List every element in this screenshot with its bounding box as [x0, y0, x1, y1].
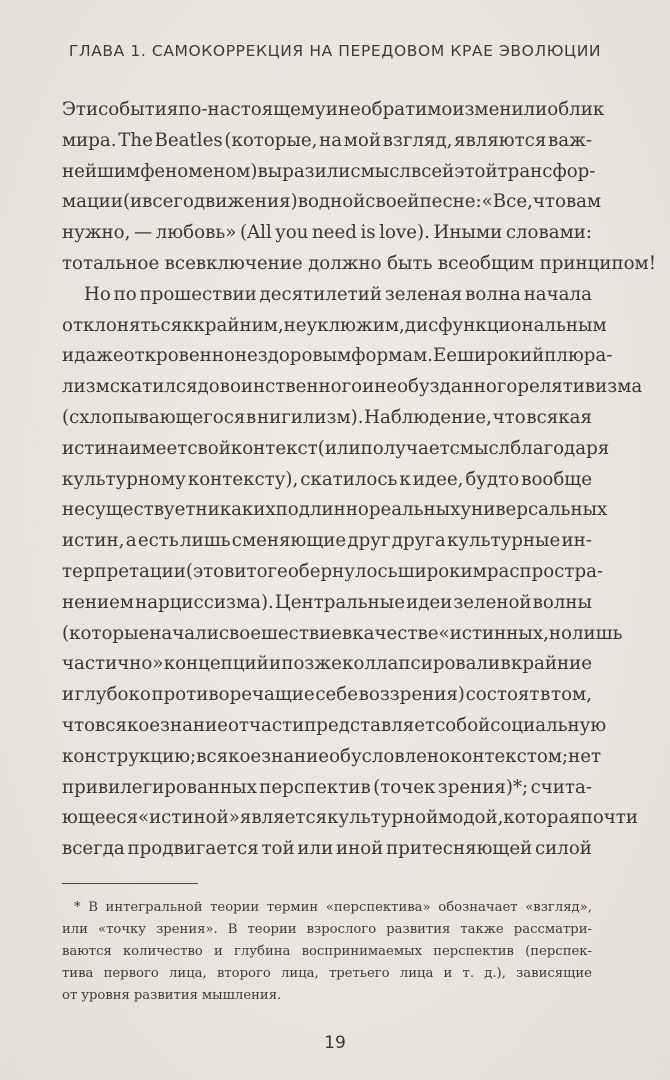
word: и: [62, 684, 75, 706]
word: необузданного: [374, 376, 518, 398]
word: рассматри-: [513, 922, 592, 937]
word: (которые: [62, 622, 150, 644]
text-line: [62, 280, 592, 311]
footnote-line: [62, 941, 592, 963]
text-line: [62, 465, 592, 496]
text-line: [62, 157, 596, 188]
word: культурные: [446, 530, 561, 552]
word: продвигается: [127, 838, 259, 860]
word: скатилось: [300, 468, 398, 490]
text-line: [62, 187, 602, 218]
word: друг: [347, 530, 391, 552]
word: себе: [315, 684, 358, 706]
word: итоге: [234, 560, 288, 582]
word: этой: [454, 160, 498, 182]
word: реальных: [368, 499, 461, 521]
word: знание: [261, 745, 330, 767]
word: нездоровым: [234, 345, 352, 367]
word: также: [460, 922, 504, 937]
word: коллапсировали: [342, 653, 501, 675]
word: никаких: [195, 499, 276, 521]
word: мой: [343, 129, 381, 151]
word: «истиной»: [137, 807, 240, 829]
word: необратимо: [337, 99, 453, 120]
word: термин: [266, 900, 319, 915]
word: иной: [335, 838, 384, 860]
word: частично»: [62, 653, 164, 675]
word: словами:: [505, 222, 592, 244]
word: культурной: [327, 807, 439, 829]
word: всегда: [62, 838, 125, 860]
word: третьего: [328, 966, 390, 981]
word: (схлопывающегося: [62, 406, 246, 428]
word: принципом!: [539, 252, 657, 274]
word: взгляд,: [382, 129, 453, 151]
word: по-настоящему: [178, 99, 326, 120]
word: а: [125, 530, 137, 552]
text-line: [62, 372, 643, 403]
word: идеи: [406, 591, 453, 613]
word: почти: [580, 807, 638, 829]
word: но: [548, 622, 572, 644]
word: в: [224, 560, 235, 582]
word: первого: [103, 966, 159, 981]
word: контекстом;: [450, 745, 569, 767]
word: состоят: [465, 684, 540, 706]
word: «перспектива»: [325, 900, 431, 915]
word: что: [62, 714, 96, 736]
word: или: [62, 922, 88, 937]
text-line: [62, 495, 608, 526]
word: (точек: [373, 776, 436, 798]
word: The: [118, 129, 153, 151]
word: трансфор-: [497, 160, 596, 182]
word: лизм: [62, 376, 110, 398]
word: (и: [122, 191, 143, 213]
word: развития: [386, 922, 451, 937]
word: что: [492, 406, 526, 428]
word: you: [275, 222, 309, 244]
word: (All: [239, 222, 272, 244]
word: вам: [565, 191, 602, 213]
word: —: [134, 222, 153, 244]
word: глубина: [233, 944, 291, 959]
word: всей: [410, 160, 455, 182]
word: теории: [247, 922, 297, 937]
word: ин-: [561, 530, 592, 552]
word: получает: [360, 437, 450, 459]
word: отклоняться: [62, 314, 183, 336]
word: зеленая: [384, 283, 463, 305]
word: универсальных: [460, 499, 608, 521]
word: что: [532, 191, 566, 213]
word: ющееся: [62, 807, 138, 829]
word: имеет: [129, 437, 188, 459]
word: и: [268, 653, 282, 675]
word: противоречащие: [151, 684, 315, 706]
text-line: [62, 526, 592, 557]
word: волна: [465, 283, 521, 305]
word: в: [297, 191, 308, 213]
word: концепций: [163, 653, 269, 675]
text-line: [62, 834, 592, 865]
word: Иными: [433, 222, 503, 244]
word: *: [74, 900, 81, 915]
word: тотальное: [62, 252, 160, 274]
word: «истинных,: [438, 622, 549, 644]
word: контекст: [230, 437, 318, 459]
word: и: [214, 944, 223, 959]
word: релятивизма: [517, 376, 643, 398]
text-line: [62, 773, 592, 804]
word: благодаря: [510, 437, 610, 459]
text-line: [62, 557, 604, 588]
word: подлинно: [275, 499, 369, 521]
word: по: [113, 283, 137, 305]
word: дисфункциональным: [404, 314, 607, 336]
word: к: [182, 314, 194, 336]
word: привилегированных: [62, 776, 257, 798]
word: need: [311, 222, 357, 244]
word: формам.: [351, 345, 434, 367]
word: не: [62, 499, 85, 521]
word: движения): [193, 191, 298, 213]
word: обозначает: [438, 900, 518, 915]
word: свое: [218, 622, 261, 644]
word: сменяющие: [231, 530, 347, 552]
footnote-divider: [62, 883, 198, 884]
word: лишь: [571, 622, 623, 644]
word: «Все,: [481, 191, 533, 213]
word: д.),: [484, 966, 506, 981]
word: воззрения): [358, 684, 465, 706]
word: силой: [535, 838, 592, 860]
word: крайние: [510, 653, 592, 675]
word: должно: [308, 252, 382, 274]
word: терпретации: [62, 560, 186, 582]
word: (это: [185, 560, 225, 582]
word: широким: [397, 560, 487, 582]
word: В: [227, 922, 238, 937]
word: нужно,: [62, 222, 131, 244]
word: облик: [547, 99, 605, 120]
word: крайним,: [193, 314, 284, 336]
word: т.: [462, 966, 475, 981]
word: теории: [210, 900, 260, 915]
word: лица,: [169, 966, 207, 981]
word: перспектив: [433, 944, 514, 959]
text-line: [62, 218, 592, 249]
word: широкий: [457, 345, 545, 367]
word: скатился: [109, 376, 198, 398]
word: (которые,: [224, 129, 318, 151]
word: которая: [503, 807, 581, 829]
word: «взгляд»,: [525, 900, 592, 915]
word: песне:: [419, 191, 482, 213]
word: воинственного: [219, 376, 363, 398]
word: В: [88, 900, 98, 915]
word: нет: [568, 745, 602, 767]
word: в: [500, 653, 511, 675]
word: love).: [379, 222, 430, 244]
word: события: [98, 99, 179, 120]
word: и: [62, 345, 75, 367]
word: существует: [84, 499, 196, 521]
word: всякое: [95, 714, 161, 736]
text-line: [62, 126, 592, 157]
word: прошествии: [139, 283, 257, 305]
word: лица,: [281, 966, 319, 981]
text-line: [62, 588, 592, 619]
word: шествие: [260, 622, 343, 644]
word: свой: [187, 437, 231, 459]
word: и: [362, 376, 375, 398]
word: начали: [149, 622, 219, 644]
word: тива: [62, 966, 94, 981]
word: отчасти: [227, 714, 305, 736]
word: уровня: [81, 988, 130, 1003]
text-line: [62, 311, 607, 342]
word: даже: [74, 345, 124, 367]
word: качестве: [352, 622, 439, 644]
word: всякая: [526, 406, 592, 428]
word: к: [399, 468, 411, 490]
word: Центральные: [274, 591, 406, 613]
word: мации: [62, 191, 123, 213]
word: зрения)*;: [437, 776, 529, 798]
word: счита-: [530, 776, 592, 798]
word: нейшим: [62, 160, 141, 182]
word: всеобщим: [437, 252, 535, 274]
word: на: [319, 129, 343, 151]
text-line: [62, 249, 657, 280]
footnote-line: [62, 897, 592, 919]
word: является: [239, 807, 328, 829]
word: обернулось: [287, 560, 398, 582]
word: важ-: [548, 129, 592, 151]
running-header: ГЛАВА 1. САМОКОРРЕКЦИЯ НА ПЕРЕДОВОМ КРАЕ ЭВОЛЮЦИИ: [68, 42, 602, 60]
word: десятилетий: [259, 283, 382, 305]
word: изменили: [452, 99, 548, 120]
word: истин,: [62, 530, 125, 552]
text-line: [62, 803, 638, 834]
word: зеленой: [453, 591, 532, 613]
word: или: [297, 838, 334, 860]
word: нарциссизма).: [135, 591, 274, 613]
word: социальную: [490, 714, 607, 736]
word: откровенно: [123, 345, 235, 367]
word: ваются: [62, 944, 112, 959]
word: модой,: [438, 807, 504, 829]
word: притесняющей: [386, 838, 533, 860]
word: нением: [62, 591, 135, 613]
word: до: [197, 376, 220, 398]
text-line: [62, 341, 613, 372]
word: «точку: [98, 922, 147, 937]
word: смысл: [449, 437, 511, 459]
word: любовь»: [155, 222, 237, 244]
word: идее,: [412, 468, 464, 490]
word: собой: [435, 714, 491, 736]
word: взрослого: [306, 922, 377, 937]
word: Эти: [62, 99, 99, 120]
word: второго: [216, 966, 271, 981]
word: количество: [122, 944, 203, 959]
text-line: [62, 649, 592, 680]
word: обусловлено: [329, 745, 450, 767]
text-line: [62, 680, 592, 711]
word: культурному: [62, 468, 186, 490]
text-line: [62, 711, 607, 742]
word: плюра-: [544, 345, 613, 367]
footnote-line: [62, 985, 592, 1007]
main-text: [62, 95, 657, 865]
word: в: [342, 622, 353, 644]
word: is: [360, 222, 376, 244]
word: в: [246, 406, 257, 428]
word: друга: [391, 530, 446, 552]
word: развития: [133, 988, 198, 1003]
word: одной: [307, 191, 366, 213]
page-number: 19: [324, 1033, 346, 1053]
word: выразили: [257, 160, 351, 182]
word: и: [325, 99, 338, 120]
text-line: [62, 434, 610, 465]
word: являются: [454, 129, 547, 151]
word: феноменом): [140, 160, 258, 182]
word: контексту),: [187, 468, 299, 490]
word: интегральной: [105, 900, 203, 915]
word: конструкцию;: [62, 745, 197, 767]
word: лишь: [180, 530, 231, 552]
word: воспринимаемых: [301, 944, 423, 959]
footnote: [62, 897, 592, 1007]
footnote-line: [62, 963, 592, 985]
word: смысл: [350, 160, 411, 182]
word: и: [443, 966, 453, 981]
word: всякое: [196, 745, 262, 767]
word: от: [62, 988, 78, 1003]
word: представляет: [304, 714, 436, 736]
word: есть: [137, 530, 179, 552]
word: перспектив: [259, 776, 371, 798]
word: мышления.: [201, 988, 282, 1003]
text-line: [62, 403, 592, 434]
word: Ее: [433, 345, 458, 367]
word: зрения».: [156, 922, 218, 937]
word: начала: [523, 283, 592, 305]
word: зависящие: [516, 966, 592, 981]
word: знание: [160, 714, 228, 736]
word: (или: [317, 437, 361, 459]
word: позже: [281, 653, 342, 675]
word: будто: [465, 468, 520, 490]
footnote-line: [62, 919, 592, 941]
word: Beatles: [154, 129, 223, 151]
word: всего: [142, 191, 194, 213]
word: мира.: [62, 129, 117, 151]
word: своей: [365, 191, 420, 213]
word: истина: [62, 437, 130, 459]
text-line: [62, 742, 602, 773]
word: волны: [532, 591, 592, 613]
word: лица: [399, 966, 434, 981]
word: быть: [387, 252, 433, 274]
word: нигилизм).: [256, 406, 364, 428]
word: распростра-: [486, 560, 604, 582]
word: глубоко: [74, 684, 151, 706]
word: той: [261, 838, 295, 860]
word: том,: [551, 684, 592, 706]
word: вообще: [521, 468, 592, 490]
word: в: [540, 684, 551, 706]
word: Но: [84, 283, 111, 305]
word: Наблюдение,: [364, 406, 492, 428]
word: неуклюжим,: [283, 314, 405, 336]
word: всевключение: [164, 252, 303, 274]
text-line: [62, 95, 605, 126]
text-line: [62, 619, 623, 650]
word: (перспек-: [525, 944, 592, 959]
